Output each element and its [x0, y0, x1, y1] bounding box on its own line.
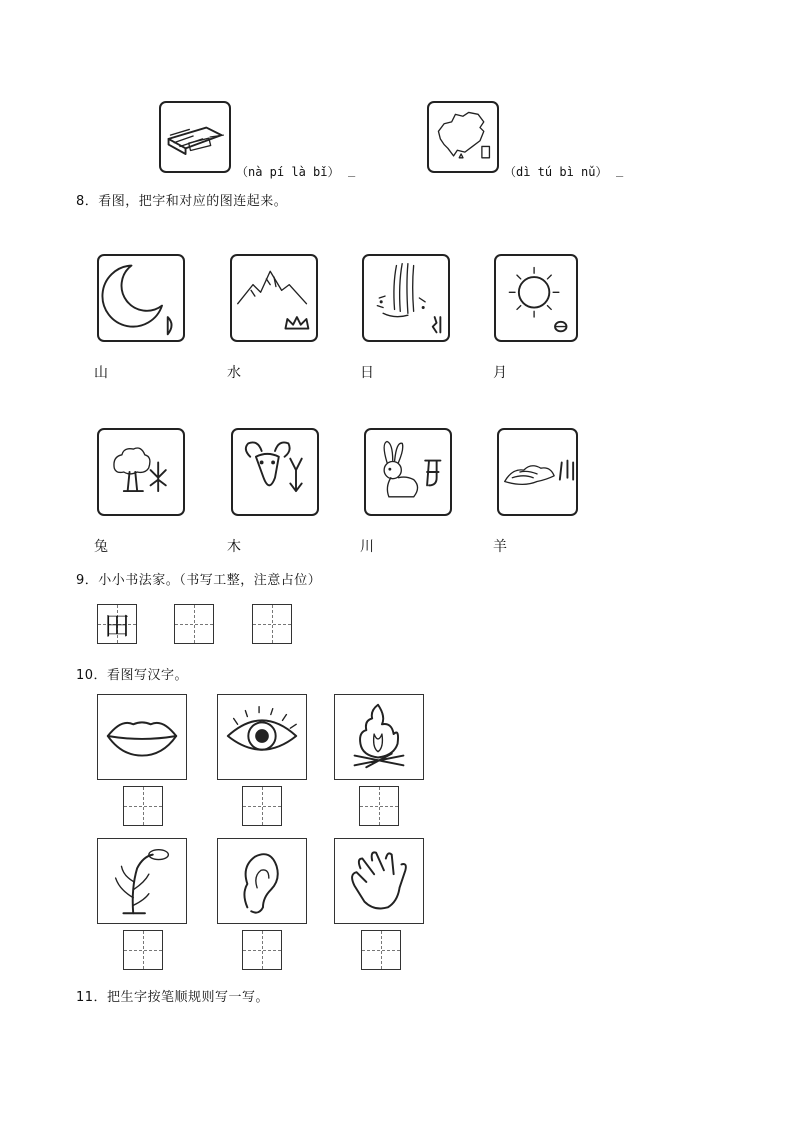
writing-grid-sample — [97, 604, 137, 644]
answer-grid-hand[interactable] — [361, 930, 401, 970]
label-yang[interactable]: 羊 — [493, 539, 507, 555]
tree-icon — [99, 430, 183, 514]
map-picture — [427, 101, 499, 173]
mountain-picture[interactable] — [230, 254, 318, 342]
writing-grid-1[interactable] — [174, 604, 214, 644]
label-ri[interactable]: 日 — [360, 365, 374, 381]
ear-picture — [217, 838, 307, 924]
answer-grid-ear[interactable] — [242, 930, 282, 970]
hand-picture — [334, 838, 424, 924]
answer-grid-eye[interactable] — [242, 786, 282, 826]
answer-grid-fire[interactable] — [359, 786, 399, 826]
river-icon — [499, 430, 576, 514]
river-picture[interactable] — [497, 428, 578, 516]
answer-blank-2[interactable]: _ — [616, 163, 624, 177]
rice-plant-picture — [97, 838, 187, 924]
tree-picture[interactable] — [97, 428, 185, 516]
answer-blank-1[interactable]: _ — [348, 163, 356, 177]
map-icon — [429, 103, 497, 171]
pinyin-item-2: （dì tú bì nǔ） — [504, 165, 608, 179]
rabbit-picture[interactable] — [364, 428, 452, 516]
label-shan[interactable]: 山 — [94, 365, 108, 381]
answer-grid-mouth[interactable] — [123, 786, 163, 826]
label-shui[interactable]: 水 — [227, 365, 241, 381]
mouth-icon — [98, 695, 186, 779]
sun-picture[interactable] — [494, 254, 578, 342]
waterfall-picture[interactable] — [362, 254, 450, 342]
moon-picture[interactable] — [97, 254, 185, 342]
sample-character: 田 — [103, 611, 130, 642]
label-chuan[interactable]: 川 — [360, 539, 374, 555]
pencil-picture — [159, 101, 231, 173]
moon-icon — [99, 256, 183, 340]
fire-picture — [334, 694, 424, 780]
eye-icon — [218, 695, 306, 779]
label-tu[interactable]: 兔 — [94, 539, 108, 555]
waterfall-icon — [364, 256, 448, 340]
pinyin-item-1: （nà pí là bǐ） — [236, 165, 340, 179]
mountain-icon — [232, 256, 316, 340]
answer-grid-rice[interactable] — [123, 930, 163, 970]
question-11-title: 11．把生字按笔顺规则写一写。 — [76, 990, 270, 1005]
goat-icon — [233, 430, 317, 514]
question-8-title: 8．看图，把字和对应的图连起来。 — [76, 194, 288, 209]
question-10-title: 10．看图写汉字。 — [76, 668, 189, 683]
label-yue[interactable]: 月 — [493, 365, 507, 381]
question-9-title: 9．小小书法家。（书写工整，注意占位） — [76, 573, 322, 588]
pencil-icon — [161, 103, 229, 171]
rabbit-icon — [366, 430, 450, 514]
ear-icon — [218, 839, 306, 923]
mouth-picture — [97, 694, 187, 780]
eye-picture — [217, 694, 307, 780]
goat-picture[interactable] — [231, 428, 319, 516]
sun-icon — [496, 256, 576, 340]
rice-plant-icon — [98, 839, 186, 923]
writing-grid-2[interactable] — [252, 604, 292, 644]
fire-icon — [335, 695, 423, 779]
label-mu[interactable]: 木 — [227, 539, 241, 555]
hand-icon — [335, 839, 423, 923]
